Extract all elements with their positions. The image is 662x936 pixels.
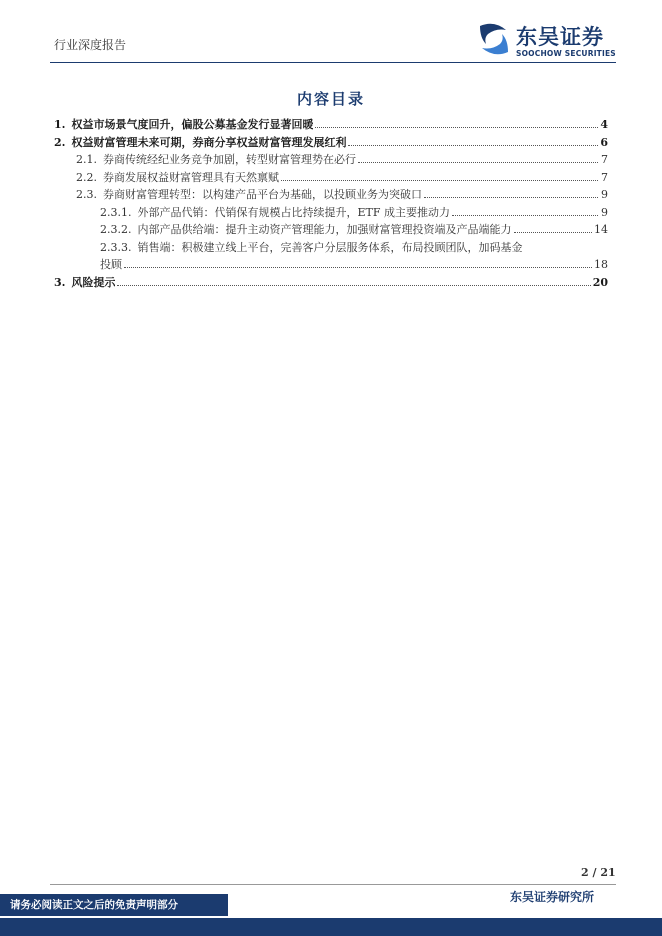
toc-page: 9 [601,188,608,201]
toc-entry[interactable] [54,274,608,292]
toc-label: 权益市场景气度回升，偏股公募基金发行显著回暖 [71,118,314,131]
header-divider [50,62,616,63]
toc-number: 2.3. [76,188,97,201]
toc-label: 销售端：积极建立线上平台，完善客户分层服务体系，布局投顾团队，加码基金 [137,240,523,254]
toc-number: 2.3.1. [100,205,132,219]
toc-page: 18 [594,258,608,271]
toc-entry[interactable] [54,221,608,239]
toc-number: 2.3.2. [100,223,132,236]
toc-leader [424,189,598,198]
toc-page: 6 [600,135,608,149]
toc-page: 7 [601,153,608,166]
toc-entry[interactable] [54,116,608,134]
toc-number: 2.2. [76,170,97,184]
toc-label: 券商传统经纪业务竞争加剧，转型财富管理势在必行 [103,153,356,166]
toc-leader [452,207,598,216]
toc-number: 2. [54,135,66,149]
report-type: 行业深度报告 [54,38,127,52]
toc-page: 7 [601,170,608,184]
toc-number: 2.3.3. [100,240,132,254]
disclaimer-banner: 请务必阅读正文之后的免责声明部分 [0,894,228,916]
table-of-contents [54,116,608,291]
toc-leader [117,277,590,286]
logo-text-en: SOOCHOW SECURITIES [516,49,616,58]
toc-label: 外部产品代销：代销保有规模占比持续提升，ETF 成主要推动力 [137,205,450,219]
toc-leader [281,172,598,181]
toc-number: 1. [54,118,66,131]
toc-label-continuation: 投顾 [100,258,122,271]
toc-label: 风险提示 [71,275,116,289]
institute-name: 东吴证券研究所 [510,890,595,904]
toc-leader [514,224,593,233]
toc-entry[interactable] [54,151,608,169]
footer-bar [0,918,662,936]
toc-number: 3. [54,275,66,289]
toc-page: 4 [600,118,608,131]
toc-title: 内容目录 [296,90,365,108]
footer-divider [50,884,616,885]
toc-page: 14 [594,223,608,236]
soochow-logo-icon [476,22,512,56]
toc-entry[interactable] [54,204,608,222]
toc-entry[interactable] [54,239,608,257]
toc-label: 权益财富管理未来可期，券商分享权益财富管理发展红利 [71,135,347,149]
toc-label: 券商发展权益财富管理具有天然禀赋 [103,170,279,184]
toc-entry[interactable] [54,186,608,204]
brand-logo [476,20,616,60]
logo-text-cn: 东吴证券 [516,25,604,49]
toc-leader [124,259,592,268]
toc-entry-continuation[interactable] [54,256,608,274]
toc-label: 券商财富管理转型：以构建产品平台为基础，以投顾业务为突破口 [103,188,422,201]
toc-leader [348,137,598,146]
toc-entry[interactable] [54,169,608,187]
toc-label: 内部产品供给端：提升主动资产管理能力，加强财富管理投资端及产品端能力 [137,223,512,236]
toc-leader [315,119,598,128]
toc-entry[interactable] [54,134,608,152]
toc-leader [358,154,598,163]
toc-page: 20 [592,275,608,289]
toc-number: 2.1. [76,153,97,166]
page-number: 2 / 21 [581,866,616,879]
toc-page: 9 [601,205,608,219]
